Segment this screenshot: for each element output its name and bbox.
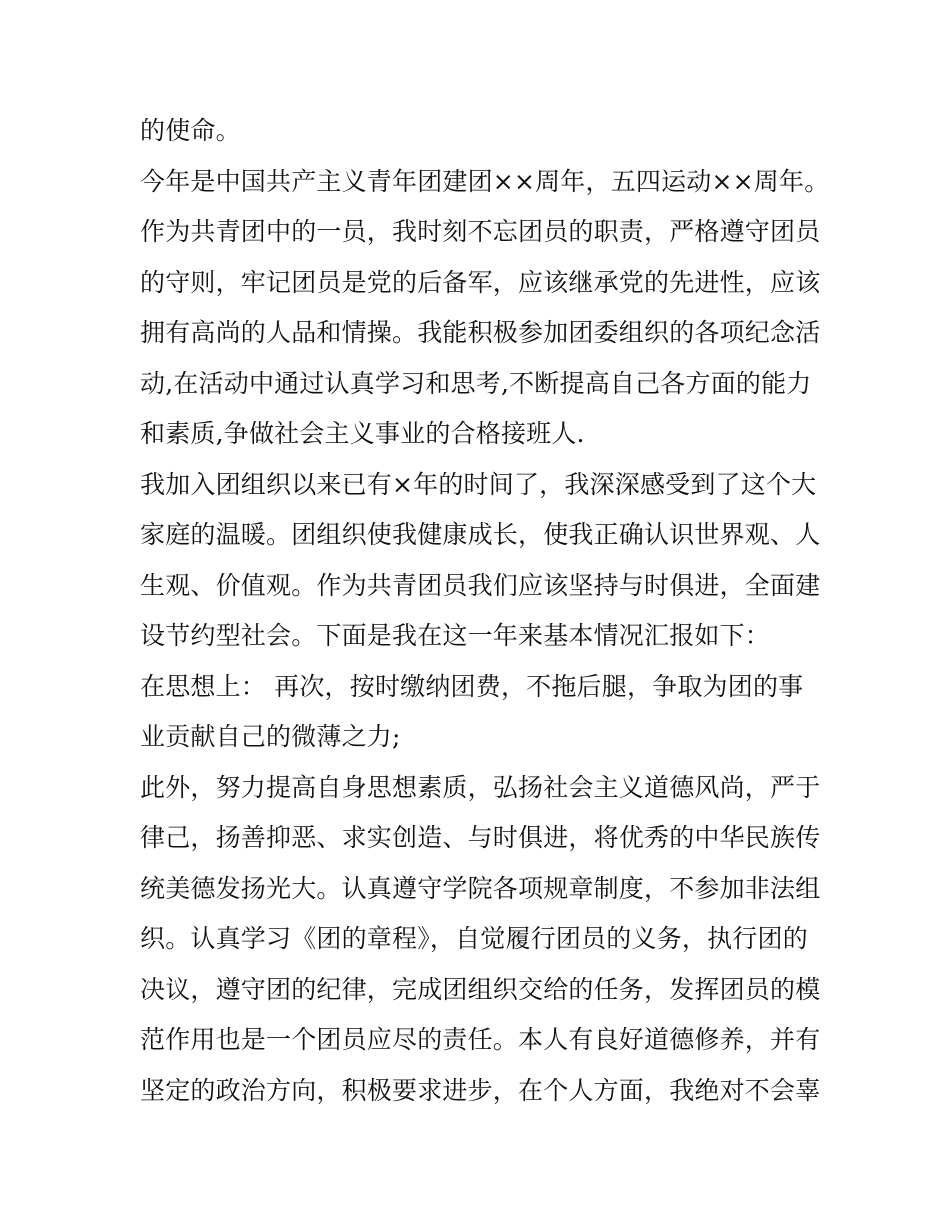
- text-line: 生观、价值观。作为共青团员我们应该坚持与时俱进，全面建: [140, 570, 821, 600]
- text-line: 范作用也是一个团员应尽的责任。本人有良好道德修养，并有: [140, 1025, 821, 1054]
- text-line: 今年是中国共产主义青年团建团××周年，五四运动××周年。: [140, 166, 830, 196]
- text-line: 坚定的政治方向，积极要求进步，在个人方面，我绝对不会辜: [140, 1075, 821, 1105]
- text-line: 统美德发扬光大。认真遵守学院各项规章制度，不参加非法组: [140, 873, 821, 903]
- text-line: 的使命。: [140, 116, 241, 145]
- text-line: 在思想上： 再次，按时缴纳团费，不拖后腿，争取为团的事: [140, 671, 804, 701]
- text-line: 决议，遵守团的纪律，完成团组织交给的任务，发挥团员的模: [140, 974, 821, 1004]
- text-line: 我加入团组织以来已有×年的时间了，我深深感受到了这个大: [140, 469, 817, 499]
- text-line: 拥有高尚的人品和情操。我能积极参加团委组织的各项纪念活: [140, 318, 821, 347]
- text-line: 动,在活动中通过认真学习和思考,不断提高自己各方面的能力: [140, 368, 812, 398]
- text-line: 和素质,争做社会主义事业的合格接班人.: [140, 419, 585, 448]
- text-line: 业贡献自己的微薄之力;: [140, 722, 401, 751]
- body-text: [140, 106, 830, 1116]
- text-line: 家庭的温暖。团组织使我健康成长，使我正确认识世界观、人: [140, 520, 821, 549]
- text-line: 作为共青团中的一员，我时刻不忘团员的职责，严格遵守团员: [140, 217, 821, 246]
- text-line: 律己，扬善抑恶、求实创造、与时俱进，将优秀的中华民族传: [140, 823, 821, 852]
- text-line: 此外，努力提高自身思想素质，弘扬社会主义道德风尚，严于: [140, 772, 821, 802]
- text-line: 的守则，牢记团员是党的后备军，应该继承党的先进性，应该: [140, 267, 821, 297]
- text-line: 织。认真学习《团的章程》，自觉履行团员的义务，执行团的: [140, 924, 808, 953]
- text-line: 设节约型社会。下面是我在这一年来基本情况汇报如下：: [140, 621, 771, 650]
